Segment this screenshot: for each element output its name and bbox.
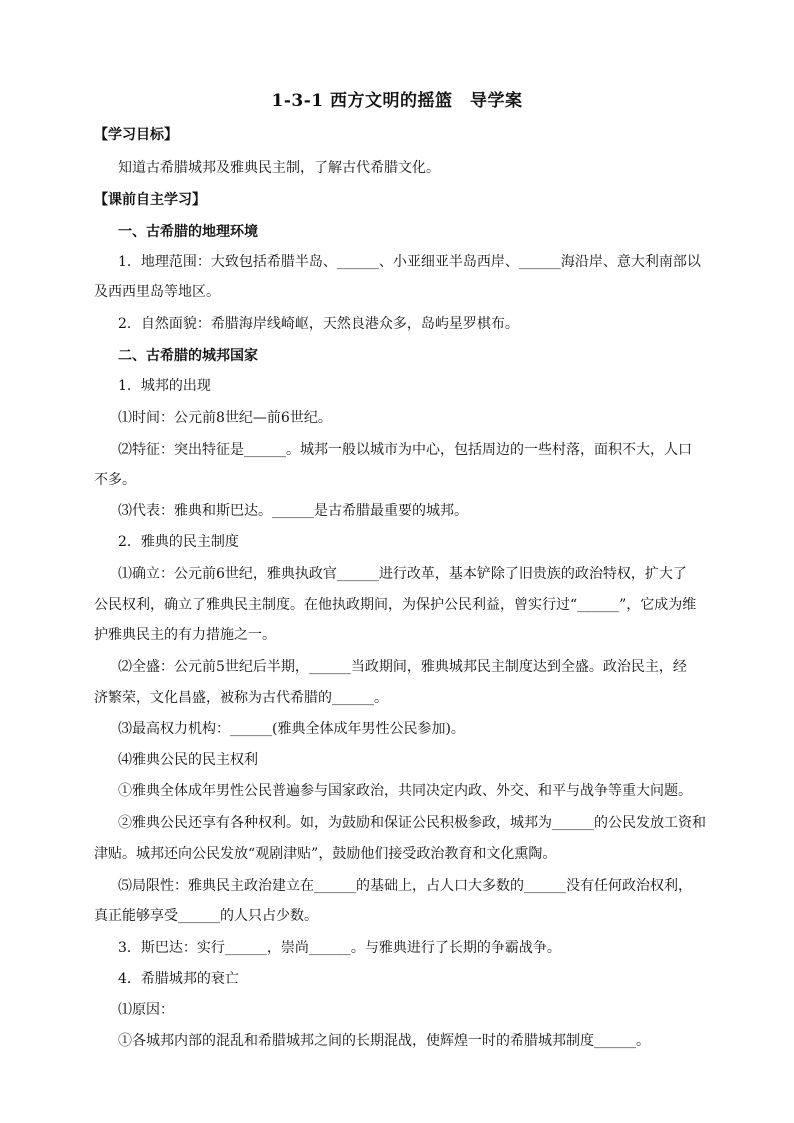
- paragraph: 1．城邦的出现: [118, 378, 211, 394]
- subsection-heading: 一、古希腊的地理环境: [118, 224, 258, 240]
- paragraph: ⑴时间：公元前8世纪—前6世纪。: [118, 410, 332, 426]
- paragraph: ⑸局限性：雅典民主政治建立在______的基础上，占人口大多数的______没有任何政治权利，: [118, 878, 692, 894]
- paragraph-continued: 不多。: [94, 472, 136, 488]
- paragraph: 2．自然面貌：希腊海岸线崎岖，天然良港众多，岛屿星罗棋布。: [118, 316, 519, 332]
- paragraph: 2．雅典的民主制度: [118, 534, 239, 550]
- paragraph-continued: 济繁荣，文化昌盛，被称为古代希腊的______。: [94, 690, 388, 706]
- section-heading: 【课前自主学习】: [94, 192, 206, 208]
- page-title: 1-3-1 西方文明的摇篮 导学案: [271, 91, 523, 111]
- paragraph-continued: 公民权利，确立了雅典民主制度。在他执政期间，为保护公民利益，曾实行过“______”，它成为维: [94, 597, 697, 613]
- paragraph-continued: 及西西里岛等地区。: [94, 284, 220, 300]
- section-heading: 【学习目标】: [94, 127, 178, 143]
- paragraph: 知道古希腊城邦及雅典民主制，了解古代希腊文化。: [118, 160, 440, 176]
- paragraph-continued: 津贴。城邦还向公民发放“观剧津贴”，鼓励他们接受政治教育和文化熏陶。: [94, 846, 557, 862]
- paragraph: ⑴原因：: [118, 1002, 174, 1018]
- paragraph-continued: 护雅典民主的有力措施之一。: [94, 627, 276, 643]
- paragraph: ⑶最高权力机构：______(雅典全体成年男性公民参加)。: [118, 721, 465, 737]
- paragraph: 1．地理范围：大致包括希腊半岛、______、小亚细亚半岛西岸、______海沿岸、意大利南部以: [118, 254, 701, 270]
- paragraph: 3．斯巴达：实行______，崇尚______。与雅典进行了长期的争霸战争。: [118, 940, 561, 956]
- subsection-heading: 二、古希腊的城邦国家: [118, 348, 258, 364]
- paragraph: ①各城邦内部的混乱和希腊城邦之间的长期混战，使辉煌一时的希腊城邦制度______。: [118, 1033, 650, 1049]
- paragraph-continued: 真正能够享受______的人只占少数。: [94, 908, 318, 924]
- paragraph: 4．希腊城邦的衰亡: [118, 971, 239, 987]
- paragraph: ⑵全盛：公元前5世纪后半期，______当政期间，雅典城邦民主制度达到全盛。政治民主，经: [118, 659, 687, 675]
- paragraph: ⑴确立：公元前6世纪，雅典执政官______进行改革，基本铲除了旧贵族的政治特权，扩大了: [118, 566, 687, 582]
- paragraph: ⑷雅典公民的民主权利: [118, 752, 258, 768]
- paragraph: ⑶代表：雅典和斯巴达。______是古希腊最重要的城邦。: [118, 503, 468, 519]
- paragraph: ②雅典公民还享有各种权利。如，为鼓励和保证公民积极参政，城邦为______的公民发放工资和: [118, 815, 706, 831]
- paragraph: ⑵特征：突出特征是______。城邦一般以城市为中心，包括周边的一些村落，面积不大，人口: [118, 442, 692, 458]
- paragraph: ①雅典全体成年男性公民普遍参与国家政治，共同决定内政、外交、和平与战争等重大问题。: [118, 783, 692, 799]
